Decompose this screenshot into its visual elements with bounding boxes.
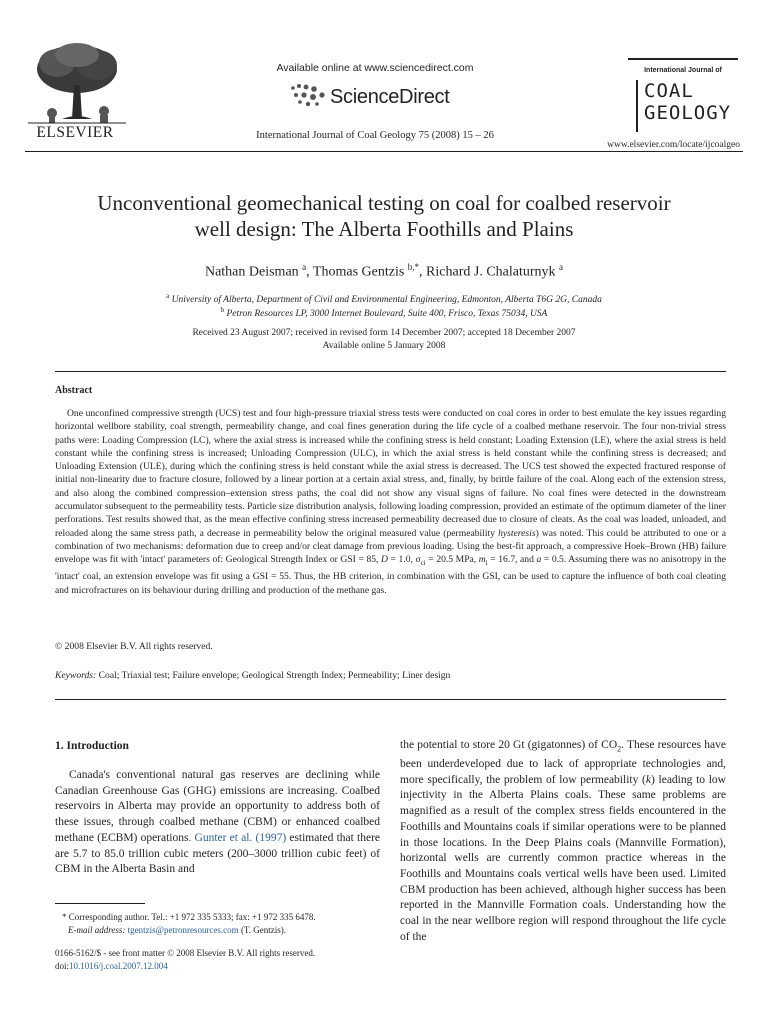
- email-label: E-mail address:: [68, 925, 126, 935]
- journal-url-link[interactable]: www.elsevier.com/locate/ijcoalgeo: [607, 140, 740, 150]
- abstract-sigma-sub: ci: [420, 559, 426, 568]
- abstract-m-var: m: [478, 554, 486, 566]
- affiliation-b: [60, 306, 708, 319]
- abstract-sigma: σ: [415, 554, 421, 566]
- journal-logo-line3: GEOLOGY: [644, 102, 732, 124]
- permeability-var: k: [645, 773, 651, 786]
- keywords-text: Coal; Triaxial test; Failure envelope; Geological Strength Index; Permeability; Liner design: [96, 670, 451, 681]
- abstract-top-rule: [55, 371, 726, 372]
- title-line-1: Unconventional geomechanical testing on coal for coalbed reservoir: [97, 191, 671, 215]
- abstract-hysteresis: hysteresis: [498, 527, 536, 539]
- abstract-copyright: © 2008 Elsevier B.V. All rights reserved.: [55, 641, 213, 652]
- received-dates: Received 23 August 2007; received in revised form 14 December 2007; accepted 18 December 2007: [192, 328, 576, 338]
- header-divider: [25, 151, 743, 152]
- author-affil-mark: b,*: [407, 262, 420, 272]
- abstract-bottom-rule: [55, 699, 726, 700]
- section-heading-introduction: 1. Introduction: [55, 740, 129, 752]
- abstract-sigma-val: = 20.5 MPa,: [425, 554, 479, 566]
- available-online-date: Available online 5 January 2008: [322, 341, 446, 351]
- abstract-heading: Abstract: [55, 385, 93, 396]
- affiliation-text: Petron Resources LP, 3000 Internet Boulevard, Suite 400, Frisco, Texas 75034, USA: [226, 309, 548, 320]
- article-title: [40, 190, 728, 242]
- doi-link[interactable]: 10.1016/j.coal.2007.12.004: [69, 961, 168, 971]
- intro-left-text-2: estimated that there are 5.7 to 85.0 trillion cubic meters (200–3000 trillion cubic feet) of CBM in the Alberta Basin and: [55, 831, 380, 876]
- issn-line: 0166-5162/$ - see front matter © 2008 Elsevier B.V. All rights reserved.: [55, 948, 316, 958]
- abstract-d-val: = 1.0,: [387, 554, 416, 566]
- abstract-m-sub: i: [485, 559, 488, 568]
- author-separator: ,: [306, 264, 313, 280]
- title-line-2: well design: The Alberta Foothills and Plains: [194, 217, 574, 241]
- footnote-rule: [55, 903, 145, 904]
- affiliation-a: [60, 292, 708, 305]
- journal-logo-line1: International Journal of: [644, 67, 722, 74]
- journal-citation: International Journal of Coal Geology 75 (2008) 15 – 26: [256, 130, 494, 141]
- abstract-text-2: ) was noted. This could be attributed to one or a combination of two mechanisms: deformation due to creep and/or cleat damage from previous loading. Using the best-fit approach, a compressive Hoek–Brown (HB) failure envelope was fit with 'intact' parameters of: Geological Strength Index or GSI = 85,: [55, 527, 726, 566]
- affiliation-mark: a: [166, 292, 170, 300]
- journal-logo-bar: [636, 80, 638, 132]
- intro-left-text-1: Canada's conventional natural gas reserves are declining while Canadian Greenhouse Gas (GHG) emissions are increasing. Coalbed reservoirs in Alberta may provide an opportunity to address both of these issues, through coalbed methane (CBM) or enhanced coalbed methane (ECBM) operations.: [55, 769, 380, 844]
- intro-right-text-1: the potential to store 20 Gt (gigatonnes) of CO: [400, 739, 618, 751]
- email-link[interactable]: tgentzis@petronresources.com: [127, 925, 239, 935]
- sciencedirect-dots-icon: [288, 82, 328, 108]
- email-line: [68, 925, 286, 935]
- intro-column-left: [55, 768, 380, 878]
- publisher-name: ELSEVIER: [36, 124, 114, 141]
- author-name[interactable]: Thomas Gentzis: [312, 264, 405, 280]
- affiliation-mark: b: [220, 306, 225, 314]
- corresponding-author-note: * Corresponding author. Tel.: +1 972 335 5333; fax: +1 972 335 6478.: [62, 912, 316, 922]
- abstract-text-1: One unconfined compressive strength (UCS) test and four high-pressure triaxial stress tests were conducted on coal cores in order to best emulate the key issues regarding horizontal wellbore stability, coal strength, permeability change, and coal fines generation during the life cycle of a coalbed methane reservoir. The four non-trivial stress paths were: Loading Compression (LC), where the axial stress is increased while the confining stress is held constant; Loading Extension (LE), where the axial stress is held constant while the confining stress is increased; Unloading Compression (ULC), in which the axial stress is held constant while the confining stress is decreased; and Unloading Extension (ULE), during which the confining stress is held constant while the axial stress is decreased. The UCS test showed the expected fractured response of initial non-linearity due to fracture closure, followed by a linear portion at a certain axial stress, and, finally, by brittle failure of the coal. Along each of the extension stress, and also along the combined compression–extension stress paths, the coal did not show any visual signs of failure. No coal fines were detected in the downstream accumulator subsequent to the permeability tests. Particle size distribution analysis, following loading compression, provided an estimate of the optimum diameter of the liner perforations. Test results showed that, as the mean effective confining stress increased permeability decreased due to closure of cleats. As the coal was loaded, unloaded, and reloaded along the same stress path, a decrease in permeability below the original measured value (permeability: [55, 408, 726, 539]
- email-after: (T. Gentzis).: [238, 925, 287, 935]
- abstract-text-3: = 0.5. Assuming there was no anisotropy in the 'intact' coal, an extension envelope was fit using a GSI = 55. Thus, the HB criterion, in combination with the GSI, can be used to capture the influence of both coal cleating and microfractures on its behaviour during drilling and production of the methane gas.: [55, 554, 727, 596]
- citation-link[interactable]: Gunter et al. (1997): [194, 831, 287, 844]
- doi-label: doi:: [55, 961, 70, 971]
- journal-logo: [628, 58, 738, 142]
- sciencedirect-logo: ScienceDirect: [330, 86, 450, 108]
- journal-logo-line2: COAL: [644, 80, 694, 102]
- author-name[interactable]: Richard J. Chalaturnyk: [426, 264, 556, 280]
- abstract-m-val: = 16.7, and: [487, 554, 537, 566]
- co2-subscript: 2: [617, 744, 622, 754]
- keywords-line: [55, 670, 450, 681]
- intro-column-right: [400, 738, 726, 945]
- author-affil-mark: a: [559, 262, 564, 272]
- author-affil-mark: a: [302, 262, 307, 272]
- journal-logo-rule: [628, 58, 738, 60]
- keywords-label: Keywords:: [55, 670, 97, 681]
- abstract-d-var: D: [381, 554, 388, 566]
- affiliation-text: University of Alberta, Department of Civil and Environmental Engineering, Edmonton, Alberta T6G 2G, Canada: [171, 295, 602, 306]
- author-list: [60, 262, 708, 281]
- abstract-body: [55, 407, 726, 597]
- available-online-link[interactable]: Available online at www.sciencedirect.com: [276, 62, 474, 74]
- author-separator: ,: [419, 264, 427, 280]
- abstract-a-var: a: [536, 554, 542, 566]
- doi-line: [55, 961, 168, 971]
- intro-right-text-2: . These resources have been underdeveloped due to lack of appropriate technologies and, more specifically, the problem of low permeability (: [400, 739, 726, 786]
- author-name[interactable]: Nathan Deisman: [204, 264, 299, 280]
- intro-right-text-3: ) leading to low injectivity in the Alberta Plains coals. These same problems are magnified as a result of the complex stress fields encountered in the Foothills and Mountains coals if similar operations were to be planned in those locations. In the Deep Plains coals (Mannville Formation), horizontal wells are currently common practice whereas in the Foothills and Mountains coals vertical wells have been used. Limited CBM production has been achieved, although higher success has been reported in the Mannville Formation coals. Understanding how the coal in the near wellbore region will respond throughout the life cycle of the: [400, 773, 726, 943]
